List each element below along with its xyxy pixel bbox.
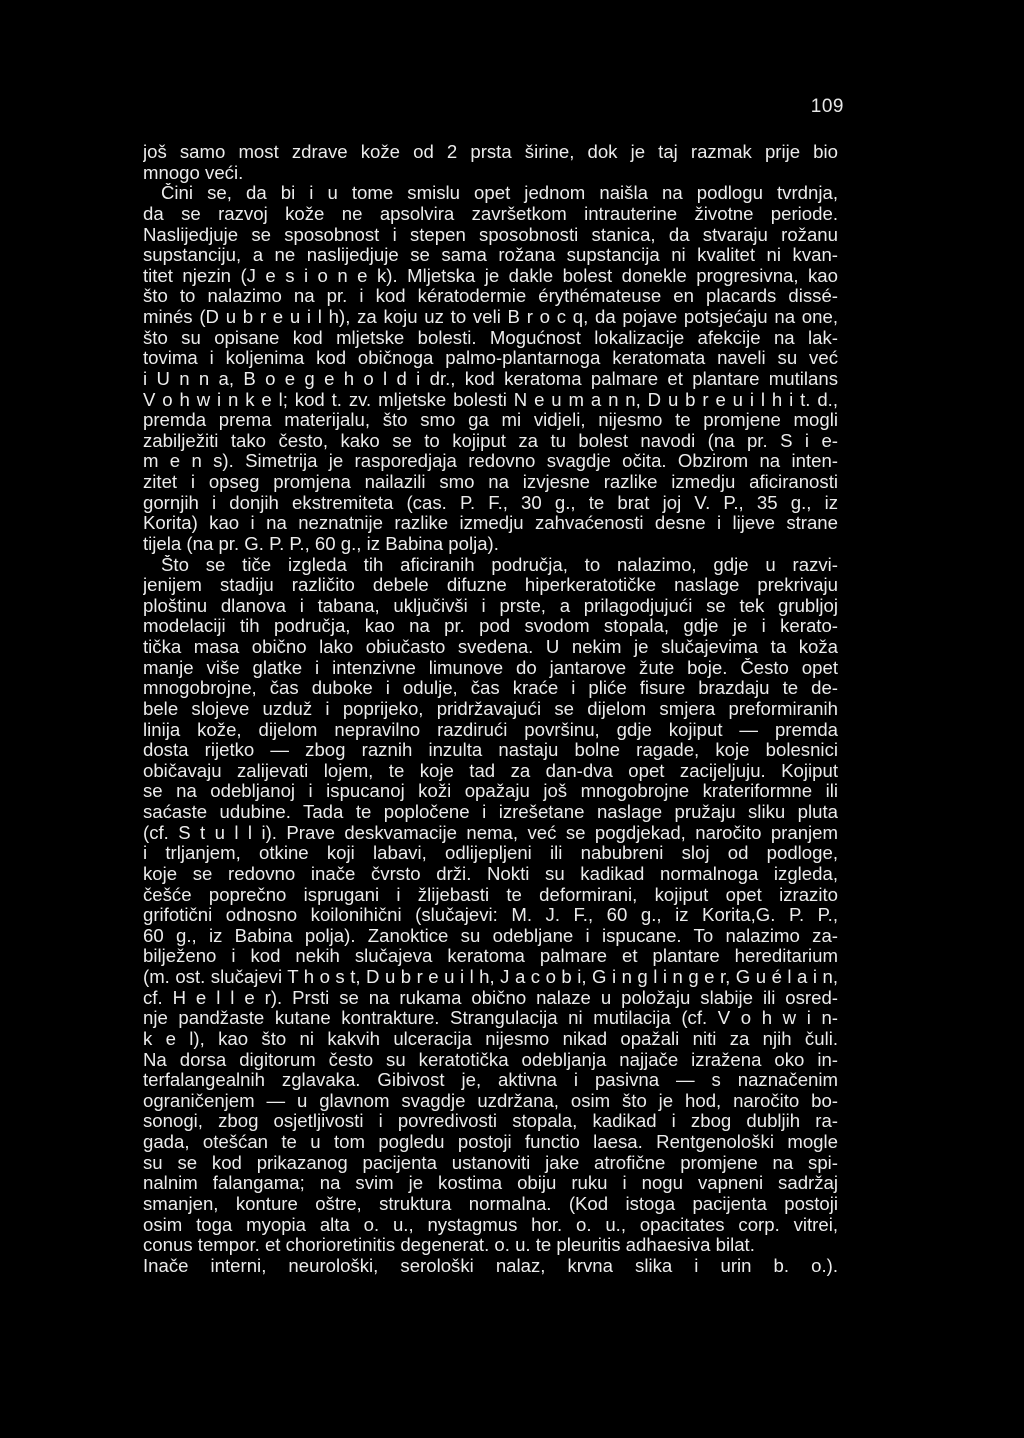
text-line: cf. H e l l e r). Prsti se na rukama obično nalaze u položaju slabije ili osred- (143, 987, 838, 1008)
text-line: bilježeno i kod nekih slučajeva keratoma palmare et plantare hereditarium (143, 946, 838, 967)
text-line: supstanciju, a ne naslijedjuje se sama rožana supstancija ni kvalitet ni kvan- (143, 245, 838, 266)
text-line: su se kod prikazanog pacijenta ustanoviti jake atrofične promjene na spi- (143, 1152, 838, 1173)
text-line: još samo most zdrave kože od 2 prsta širine, dok je taj razmak prije bio (143, 142, 838, 162)
text-line: gornjih i donjih ekstremiteta (cas. P. F., 30 g., te brat joj V. P., 35 g., iz (143, 492, 838, 513)
text-line: (cf. S t u l l i). Prave deskvamacije nema, već se pogdjekad, naročito pranjem (143, 822, 838, 843)
text-line: sonogi, zbog osjetljivosti i povredivosti stopala, kadikad i zbog dubljih ra- (143, 1111, 838, 1132)
text-line: Čini se, da bi i u tome smislu opet jednom naišla na podlogu tvrdnja, (161, 183, 838, 204)
text-line: 60 g., iz Babina polja). Zanoktice su odebljane i ispucane. To nalazimo za- (143, 925, 838, 946)
text-line: smanjen, konture oštre, struktura normalna. (Kod istoga pacijenta postoji (143, 1193, 838, 1214)
text-line: osim toga myopia alta o. u., nystagmus hor. o. u., opacitates corp. vitrei, (143, 1214, 838, 1235)
text-line: dosta rijetko — zbog raznih inzulta nastaju bolne ragade, koje bolesnici (143, 740, 838, 761)
text-line: tijela (na pr. G. P. P., 60 g., iz Babina polja). (143, 533, 499, 554)
text-line: Što se tiče izgleda tih aficiranih područja, to nalazimo, gdje u razvi- (161, 554, 838, 575)
text-line: nalnim falangama; na svim je kostima obiju ruku i nogu vapneni sadržaj (143, 1173, 838, 1194)
text-line: koje se redovno inače čvrsto drži. Nokti su kadikad normalnoga izgleda, (143, 863, 838, 884)
text-line: ploštinu dlanova i tabana, uključivši i prste, a prilagodjujući se tek grubljoj (143, 595, 838, 616)
text-line: tička masa obično lako obiučasto svedena. U nekim je slučajevima ta koža (143, 637, 838, 657)
text-line: Na dorsa digitorum često su keratotička odebljanja najjače izražena oko in- (143, 1049, 838, 1070)
text-line: V o h w i n k e l; kod t. zv. mljetske bolesti N e u m a n n, D u b r e u i l h i t. d., (143, 389, 838, 410)
text-line: mnogobrojne, čas duboke i odulje, čas kraće i pliće fisure brazdaju te de- (143, 678, 838, 699)
text-line: zitet i opseg promjena nailazili smo na izvjesne razlike izmedju aficiranosti (143, 472, 838, 492)
text-line: conus tempor. et chorioretinitis degenerat. o. u. te pleuritis adhaesiva bilat. (143, 1235, 755, 1256)
text-line: što to nalazimo na pr. i kod kératodermie érythémateuse en placards dissé- (143, 286, 838, 307)
text-line: nje pandžaste kutane kontrakture. Strangulacija ni mutilacija (cf. V o h w i n- (143, 1008, 838, 1029)
text-line: običavaju zalijevati lojem, te koje tad za dan-dva opet zacijeljuju. Kojiput (143, 760, 838, 781)
text-line: Inače interni, neurološki, serološki nalaz, krvna slika i urin b. o.). (143, 1255, 838, 1276)
text-line: m e n s). Simetrija je rasporedjaja redovno svagdje očita. Obzirom na inten- (143, 451, 838, 472)
text-line: (m. ost. slučajevi T h o s t, D u b r e u i l h, J a c o b i, G i n g l i n g e r, G u é l a i n, (143, 967, 838, 987)
text-line: bele slojeve uzduž i poprijeko, pridržavajući se dijelom smjera preformiranih (143, 698, 838, 719)
text-line: što su opisane kod mljetske bolesti. Mogućnost lokalizacije afekcije na lak- (143, 327, 838, 348)
text-line: ograničenjem — u glavnom svagdje uzdržana, osim što je hod, naročito bo- (143, 1090, 838, 1111)
text-line: tovima i koljenima kod običnoga palmo-plantarnoga keratomata naveli su već (143, 348, 838, 369)
text-line: linija kože, dijelom nepravilno razdirući površinu, gdje kojiput — premda (143, 719, 838, 740)
body-text (143, 142, 838, 1276)
text-line: da se razvoj kože ne apsolvira završetkom intrauterine životne periode. (143, 203, 838, 224)
text-line: saćaste udubine. Tada te popločene i izrešetane naslage pružaju sliku pluta (143, 802, 838, 822)
text-line: zabilježiti tako često, kako se to kojiput za tu bolest navodi (na pr. S i e- (143, 430, 838, 451)
text-line: Naslijedjuje se sposobnost i stepen sposobnosti stanica, da stvaraju rožanu (143, 224, 838, 245)
text-line: mnogo veći. (143, 162, 244, 183)
text-line: gada, otešćan te u tom pogledu postoji functio laesa. Rentgenološki mogle (143, 1132, 838, 1152)
text-line: k e l), kao što ni kakvih ulceracija nijesmo nikad opažali niti za njih čuli. (143, 1028, 838, 1049)
text-line: premda prema materijalu, što smo ga mi vidjeli, nijesmo te promjene mogli (143, 410, 838, 431)
text-line: manje više glatke i intenzivne limunove do jantarove žute boje. Često opet (143, 657, 838, 678)
text-line: se na odebljanoj i ispucanoj koži opažaju još mnogobrojne krateriformne ili (143, 781, 838, 802)
text-line: Korita) kao i na neznatnije razlike izmedju zahvaćenosti desne i lijeve strane (143, 513, 838, 534)
text-line: minés (D u b r e u i l h), za koju uz to veli B r o c q, da pojave potsjećaju na one, (143, 307, 838, 327)
text-line: i U n n a, B o e g e h o l d i dr., kod keratoma palmare et plantare mutilans (143, 368, 838, 389)
text-line: titet njezin (J e s i o n e k). Mljetska je dakle bolest donekle progresivna, kao (143, 265, 838, 286)
text-line: jenijem stadiju različito debele difuzne hiperkeratotičke naslage prekrivaju (143, 575, 838, 596)
text-line: terfalangealnih zglavaka. Gibivost je, aktivna i pasivna — s naznačenim (143, 1070, 838, 1091)
text-line: i trljanjem, otkine koji labavi, odlijepljeni ili nabubreni sloj od podloge, (143, 843, 838, 864)
page-number: 109 (810, 96, 844, 117)
text-line: grifotični odnosno koilonihični (slučajevi: M. J. F., 60 g., iz Korita,G. P. P., (143, 905, 838, 926)
text-line: modelaciji tih područja, kao na pr. pod svodom stopala, gdje je i kerato- (143, 616, 838, 637)
text-line: češće poprečno isprugani i žlijebasti te deformirani, kojiput opet izrazito (143, 884, 838, 905)
